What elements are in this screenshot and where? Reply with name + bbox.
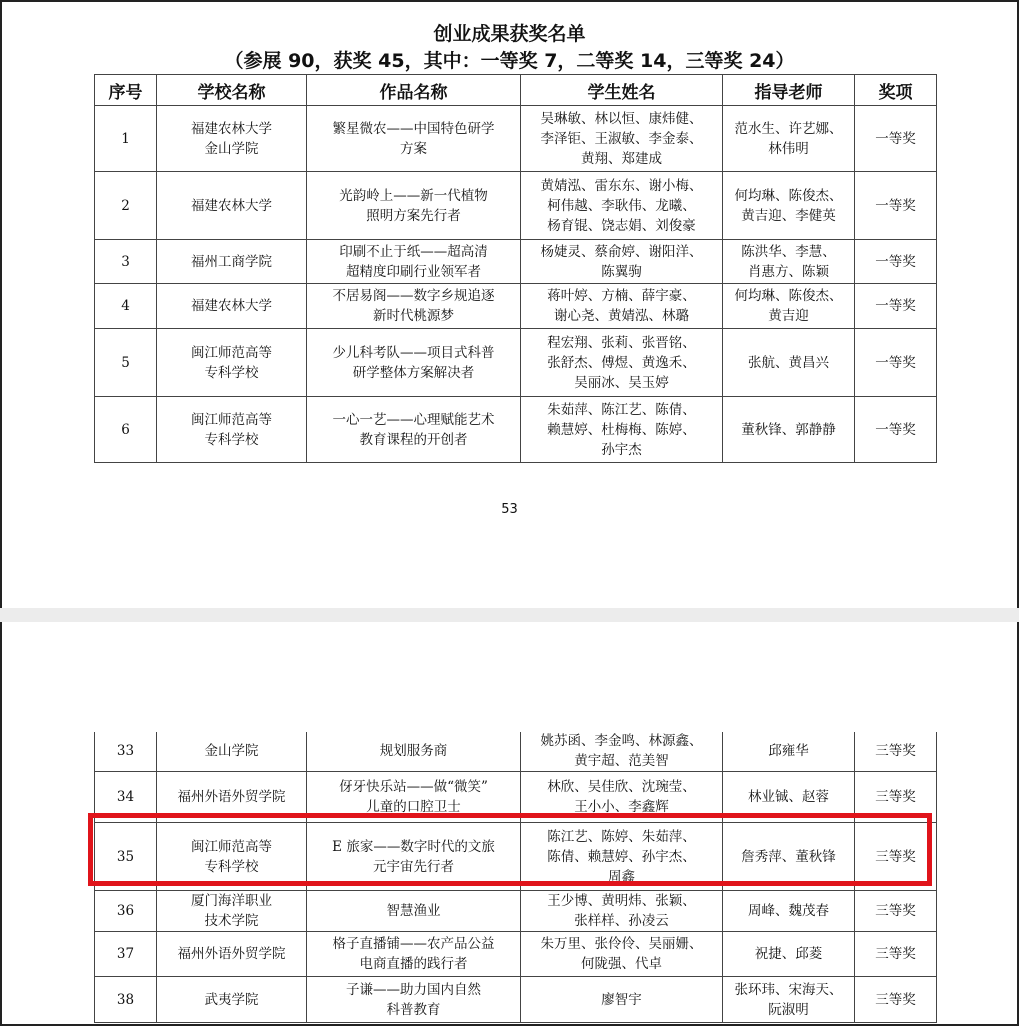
advisor-names: 何均琳、陈俊杰、 黄吉迎、李健英 [723, 172, 855, 240]
work-title: 光韵岭上——新一代植物 照明方案先行者 [307, 172, 521, 240]
work-title: 繁星微农——中国特色研学 方案 [307, 106, 521, 172]
header-cell: 奖项 [855, 75, 937, 106]
award-level: 一等奖 [855, 397, 937, 463]
advisor-names: 范水生、许艺娜、 林伟明 [723, 106, 855, 172]
school-name: 厦门海洋职业 技术学院 [157, 891, 307, 932]
row-number: 1 [95, 106, 157, 172]
school-name: 福州外语外贸学院 [157, 772, 307, 823]
work-title: 印刷不止于纸——超高清 超精度印刷行业领军者 [307, 240, 521, 284]
table-row [95, 397, 937, 463]
table-row [95, 240, 937, 284]
table-row [95, 172, 937, 240]
work-title: 子谦——助力国内自然 科普教育 [307, 977, 521, 1023]
award-level: 一等奖 [855, 240, 937, 284]
student-names: 黄婧泓、雷东东、谢小梅、 柯伟越、李耿伟、龙曦、 杨育锟、饶志娟、刘俊豪 [521, 172, 723, 240]
row-number: 2 [95, 172, 157, 240]
student-names: 林欣、吴佳欣、沈琬莹、 王小小、李鑫辉 [521, 772, 723, 823]
work-title: 智慧渔业 [307, 891, 521, 932]
advisor-names: 詹秀萍、董秋锋 [723, 823, 855, 891]
school-name: 闽江师范高等 专科学校 [157, 329, 307, 397]
advisor-names: 张环玮、宋海天、 阮淑明 [723, 977, 855, 1023]
table-header-row [95, 75, 937, 106]
advisor-names: 董秋锋、郭静静 [723, 397, 855, 463]
header-cell: 作品名称 [307, 75, 521, 106]
award-level: 一等奖 [855, 172, 937, 240]
advisor-names: 张航、黄昌兴 [723, 329, 855, 397]
row-number: 35 [95, 823, 157, 891]
advisor-names: 陈洪华、李慧、 肖惠方、陈颖 [723, 240, 855, 284]
advisor-names: 何均琳、陈俊杰、 黄吉迎 [723, 284, 855, 329]
row-number: 37 [95, 932, 157, 977]
student-names: 廖智宇 [521, 977, 723, 1023]
school-name: 福建农林大学 [157, 172, 307, 240]
student-names: 王少博、黄明炜、张颖、 张样样、孙凌云 [521, 891, 723, 932]
award-level: 一等奖 [855, 329, 937, 397]
student-names: 吴琳敏、林以恒、康炜健、 李泽钜、王淑敏、李金泰、 黄翔、郑建成 [521, 106, 723, 172]
table-row [95, 732, 937, 772]
award-level: 一等奖 [855, 106, 937, 172]
award-level: 一等奖 [855, 284, 937, 329]
row-number: 38 [95, 977, 157, 1023]
advisor-names: 邱雍华 [723, 732, 855, 772]
school-name: 福建农林大学 金山学院 [157, 106, 307, 172]
row-number: 33 [95, 732, 157, 772]
table-row [95, 932, 937, 977]
work-title: 少儿科考队——项目式科普 研学整体方案解决者 [307, 329, 521, 397]
student-names: 杨婕灵、蔡俞婷、谢阳洋、 陈翼驹 [521, 240, 723, 284]
advisor-names: 祝捷、邱菱 [723, 932, 855, 977]
work-title: E 旅家——数字时代的文旅 元宇宙先行者 [307, 823, 521, 891]
award-level: 三等奖 [855, 932, 937, 977]
highlight-box [88, 813, 932, 886]
header-cell: 序号 [95, 75, 157, 106]
student-names: 朱茹萍、陈江艺、陈倩、 赖慧婷、杜梅梅、陈婷、 孙宇杰 [521, 397, 723, 463]
student-names: 朱万里、张伶伶、吴丽姗、 何陇强、代卓 [521, 932, 723, 977]
table-row [95, 977, 937, 1023]
student-names: 程宏翔、张莉、张晋铭、 张舒杰、傅煜、黄逸禾、 吴丽冰、吴玉婷 [521, 329, 723, 397]
student-names: 陈江艺、陈婷、朱茹萍、 陈倩、赖慧婷、孙宇杰、 周鑫 [521, 823, 723, 891]
row-number: 4 [95, 284, 157, 329]
table-row [95, 284, 937, 329]
document-subtitle: （参展 90，获奖 45，其中：一等奖 7，二等奖 14，三等奖 24） [224, 50, 795, 72]
advisor-names: 林业铖、赵蓉 [723, 772, 855, 823]
award-level: 三等奖 [855, 977, 937, 1023]
row-number: 5 [95, 329, 157, 397]
header-cell: 指导老师 [723, 75, 855, 106]
work-title: 格子直播铺——农产品公益 电商直播的践行者 [307, 932, 521, 977]
row-number: 6 [95, 397, 157, 463]
header-cell: 学生姓名 [521, 75, 723, 106]
work-title: 伢牙快乐站——做“微笑” 儿童的口腔卫士 [307, 772, 521, 823]
work-title: 不居易阁——数字乡规追逐 新时代桃源梦 [307, 284, 521, 329]
advisor-names: 周峰、魏茂春 [723, 891, 855, 932]
header-cell: 学校名称 [157, 75, 307, 106]
school-name: 金山学院 [157, 732, 307, 772]
row-number: 3 [95, 240, 157, 284]
school-name: 闽江师范高等 专科学校 [157, 823, 307, 891]
school-name: 福建农林大学 [157, 284, 307, 329]
work-title: 规划服务商 [307, 732, 521, 772]
school-name: 福州外语外贸学院 [157, 932, 307, 977]
award-level: 三等奖 [855, 891, 937, 932]
school-name: 武夷学院 [157, 977, 307, 1023]
award-table-page1 [94, 74, 937, 463]
table-row [95, 891, 937, 932]
award-level: 三等奖 [855, 823, 937, 891]
student-names: 姚苏函、李金鸣、林源鑫、 黄宇超、范美智 [521, 732, 723, 772]
row-number: 34 [95, 772, 157, 823]
award-level: 三等奖 [855, 772, 937, 823]
document-title: 创业成果获奖名单 [433, 23, 586, 45]
school-name: 闽江师范高等 专科学校 [157, 397, 307, 463]
table-row [95, 329, 937, 397]
page-gap [0, 608, 1019, 622]
page-number: 53 [501, 502, 518, 517]
student-names: 蒋叶婷、方楠、薛宇豪、 谢心尧、黄婧泓、林璐 [521, 284, 723, 329]
row-number: 36 [95, 891, 157, 932]
table-row [95, 106, 937, 172]
work-title: 一心一艺——心理赋能艺术 教育课程的开创者 [307, 397, 521, 463]
award-level: 三等奖 [855, 732, 937, 772]
school-name: 福州工商学院 [157, 240, 307, 284]
